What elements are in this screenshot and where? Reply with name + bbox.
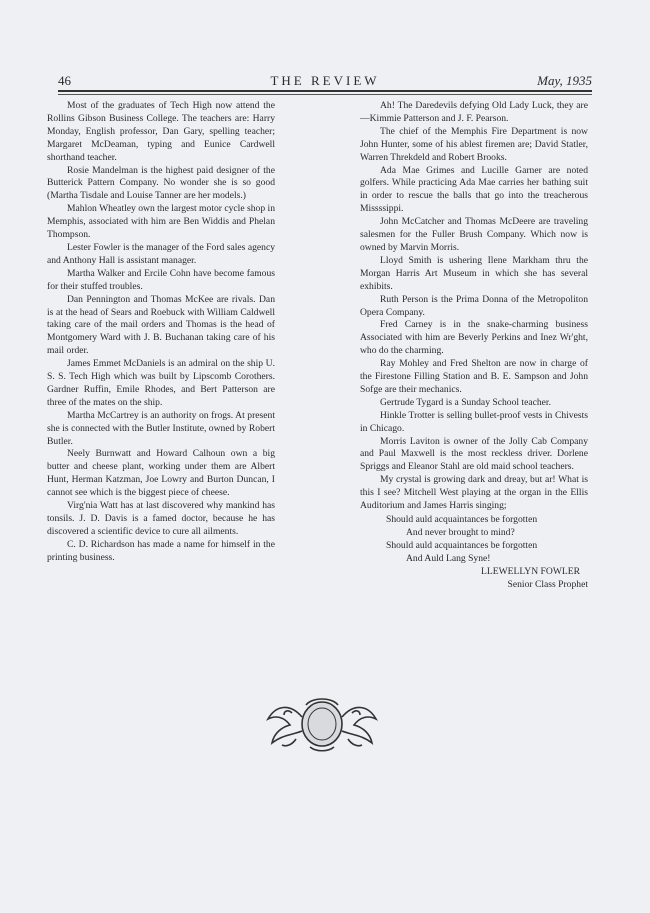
paragraph: Dan Pennington and Thomas McKee are rivals. Dan is at the head of Sears and Roebuck with William Caldwell taking care of the mail orders and Thomas is the head of Montgomery Ward with J. B. Buchanan taking care of his mail order. bbox=[47, 293, 275, 357]
paragraph: Ray Mohley and Fred Shelton are now in charge of the Firestone Filling Station and B. E. Sampson and John Sofge are their mechanics. bbox=[360, 358, 588, 395]
issue-date: May, 1935 bbox=[537, 73, 592, 88]
author-title: Senior Class Prophet bbox=[507, 578, 588, 590]
paragraph: John McCatcher and Thomas McDeere are traveling salesmen for the Fuller Brush Company. Which now is owned by Marvin Morris. bbox=[360, 216, 588, 253]
paragraph: Mahlon Wheatley own the largest motor cycle shop in Memphis, associated with him are Ben Widdis and Phelan Thompson. bbox=[47, 203, 275, 241]
paragraph: Virg'nia Watt has at last discovered why mankind has tonsils. J. D. Davis is a famed doctor, because he has discovered a scientific device to cure all ailments. bbox=[47, 500, 275, 537]
poem-line: Should auld acquaintances be forgotten bbox=[386, 514, 538, 525]
paragraph: Lester Fowler is the manager of the Ford sales agency and Anthony Hall is assistant manager. bbox=[47, 241, 275, 266]
poem-line: Should auld acquaintances be forgotten bbox=[386, 539, 538, 551]
paragraph: Rosie Mandelman is the highest paid designer of the Butterick Pattern Company. No wonder she is so good (Martha Tisdale and Louise Tanner are her models.) bbox=[47, 164, 275, 202]
left-column bbox=[47, 100, 275, 565]
author-name: LLEWELLYN FOWLER bbox=[481, 565, 580, 577]
paragraph: Ah! The Daredevils defying Old Lady Luck, they are—Kimmie Patterson and J. F. Pearson. bbox=[360, 100, 588, 124]
paragraph: Gertrude Tygard is a Sunday School teacher. bbox=[380, 396, 551, 408]
page-number: 46 bbox=[58, 73, 71, 88]
header-rule-thin bbox=[58, 94, 592, 95]
paragraph: Martha Walker and Ercile Cohn have become famous for their stuffed troubles. bbox=[47, 267, 275, 292]
paragraph: Ruth Person is the Prima Donna of the Metropoliton Opera Company. bbox=[360, 293, 588, 318]
paragraph: James Emmet McDaniels is an admiral on the ship U. S. S. Tech High which was built by Lipscomb Corothers. Gardner Ruffin, Emile Rhodes, and Bert Patterson are three of the mates on the ship. bbox=[47, 358, 275, 408]
paragraph: The chief of the Memphis Fire Department is now John Hunter, some of his ablest firemen are; David Statler, Warren Threkdeld and Robert Brooks. bbox=[360, 125, 588, 163]
paragraph: Martha McCartrey is an authority on frogs. At present she is connected with the Butler Institute, owned by Robert Butler. bbox=[47, 409, 275, 447]
paragraph: Ada Mae Grimes and Lucille Garner are noted golfers. While practicing Ada Mae carries her bathing suit in order to rescue the balls that go into the treacherous Missssippi. bbox=[360, 164, 588, 215]
paragraph: Morris Laviton is owner of the Jolly Cab Company and Paul Maxwell is the most reckless driver. Dorlene Spriggs and Eleanor Stahl are old maid school teachers. bbox=[360, 435, 588, 473]
journal-title: THE REVIEW bbox=[270, 73, 380, 88]
paragraph: Lloyd Smith is ushering Ilene Markham thru the Morgan Harris Art Museum in which she has several exhibits. bbox=[360, 254, 588, 292]
header-rule-thick bbox=[58, 90, 592, 92]
paragraph: My crystal is growing dark and dreay, but ar! What is this I see? Mitchell West playing at the organ in the Ellis Auditorium and James Harris singing; bbox=[360, 474, 588, 512]
ornament-icon bbox=[262, 695, 382, 753]
poem-line: And Auld Lang Syne! bbox=[406, 552, 491, 564]
poem bbox=[360, 514, 588, 566]
right-column bbox=[360, 100, 588, 591]
paragraph: Fred Carney is in the snake-charming business Associated with him are Beverly Perkins and Inez Wr'ght, who do the charming. bbox=[360, 319, 588, 357]
paragraph: C. D. Richardson has made a name for himself in the printing business. bbox=[47, 538, 275, 563]
paragraph: Most of the graduates of Tech High now attend the Rollins Gibson Business College. The teachers are: Harry Monday, English professor, Dan Gary, spelling teacher; Margaret McDeaman, typing and Eunice Cardwell shorthand teacher. bbox=[47, 100, 275, 163]
paragraph: Neely Burnwatt and Howard Calhoun own a big butter and cheese plant, working under them are Albert Hunt, Herman Katzman, Joe Lowry and Burton Duncan, I cannot see which is the biggest piece of cheese. bbox=[47, 448, 275, 499]
paragraph: Hinkle Trotter is selling bullet-proof vests in Chivests in Chicago. bbox=[360, 409, 588, 434]
poem-line: And never brought to mind? bbox=[406, 526, 515, 538]
